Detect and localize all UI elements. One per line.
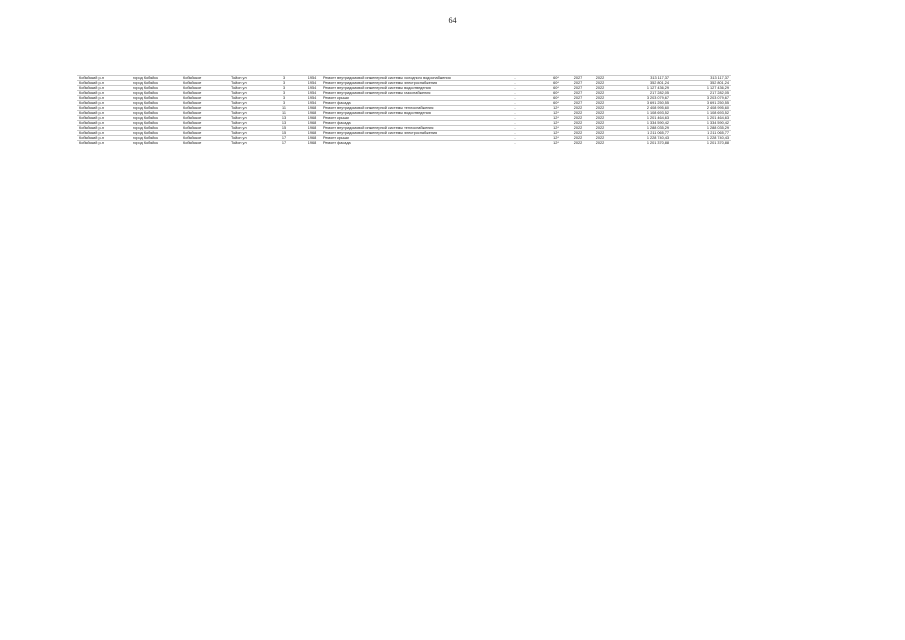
cell-street: Тойон ул — [229, 91, 277, 96]
cell-year_to: 2022 — [589, 131, 611, 136]
cell-year: 1954 — [303, 101, 321, 106]
cell-year: 1954 — [303, 96, 321, 101]
cell-total: 3 203 079,67 — [671, 96, 731, 101]
cell-total: 217 282,05 — [671, 91, 731, 96]
cell-dash: - — [485, 76, 545, 81]
cell-year: 1968 — [303, 131, 321, 136]
cell-dash: - — [485, 91, 545, 96]
cell-work: Ремонт внутридомовой инженерной системы электроснабжения — [321, 81, 485, 86]
cell-district: Кобяйский р-н — [77, 126, 131, 131]
cell-total: 1 201 464,63 — [671, 116, 731, 121]
cell-year_to: 2022 — [589, 141, 611, 146]
cell-street: Тойон ул — [229, 111, 277, 116]
cell-work: Ремонт внутридомовой инженерной системы электроснабжения — [321, 131, 485, 136]
cell-settlement: город Кобяйск — [131, 121, 181, 126]
cell-district: Кобяйский р-н — [77, 81, 131, 86]
cell-municipality: Кобяйское — [181, 121, 229, 126]
cell-work: Ремонт внутридомовой инженерной системы теплоснабжения — [321, 106, 485, 111]
cell-street: Тойон ул — [229, 96, 277, 101]
cell-district: Кобяйский р-н — [77, 131, 131, 136]
cell-municipality: Кобяйское — [181, 141, 229, 146]
cell-year_to: 2022 — [589, 111, 611, 116]
cell-year: 1954 — [303, 81, 321, 86]
cell-street: Тойон ул — [229, 136, 277, 141]
cell-house: 3 — [277, 96, 291, 101]
cell-year: 1968 — [303, 121, 321, 126]
cell-deadline: 12* — [545, 131, 567, 136]
cell-district: Кобяйский р-н — [77, 141, 131, 146]
cell-cost: 217 282,05 — [611, 91, 671, 96]
cell-district: Кобяйский р-н — [77, 86, 131, 91]
cell-street: Тойон ул — [229, 126, 277, 131]
cell-district: Кобяйский р-н — [77, 91, 131, 96]
cell-house: 17 — [277, 141, 291, 146]
cell-municipality: Кобяйское — [181, 101, 229, 106]
cell-year: 1968 — [303, 116, 321, 121]
cell-municipality: Кобяйское — [181, 106, 229, 111]
cell-dash: - — [485, 111, 545, 116]
cell-year_from: 2027 — [567, 91, 589, 96]
cell-settlement: город Кобяйск — [131, 101, 181, 106]
cell-district: Кобяйский р-н — [77, 106, 131, 111]
cell-year_from: 2027 — [567, 76, 589, 81]
cell-district: Кобяйский р-н — [77, 121, 131, 126]
cell-settlement: город Кобяйск — [131, 126, 181, 131]
cell-work: Ремонт внутридомовой инженерной системы газоснабжения — [321, 91, 485, 96]
cell-cost: 1 211 065,77 — [611, 131, 671, 136]
cell-dash: - — [485, 141, 545, 146]
cell-settlement: город Кобяйск — [131, 76, 181, 81]
cell-settlement: город Кобяйск — [131, 141, 181, 146]
cell-year: 1968 — [303, 141, 321, 146]
cell-street: Тойон ул — [229, 76, 277, 81]
cell-total: 1 211 065,77 — [671, 131, 731, 136]
cell-dash: - — [485, 96, 545, 101]
cell-year_from: 2022 — [567, 131, 589, 136]
cell-dash: - — [485, 131, 545, 136]
cell-municipality: Кобяйское — [181, 111, 229, 116]
cell-municipality: Кобяйское — [181, 131, 229, 136]
cell-dash: - — [485, 136, 545, 141]
cell-settlement: город Кобяйск — [131, 91, 181, 96]
cell-deadline: 60* — [545, 76, 567, 81]
cell-work: Ремонт фасада — [321, 141, 485, 146]
cell-work: Ремонт внутридомовой инженерной системы водоотведения — [321, 111, 485, 116]
cell-work: Ремонт крыши — [321, 116, 485, 121]
cell-cost: 3 203 079,67 — [611, 96, 671, 101]
cell-house: 11 — [277, 106, 291, 111]
cell-street: Тойон ул — [229, 121, 277, 126]
cell-deadline: 60* — [545, 96, 567, 101]
cell-deadline: 12* — [545, 116, 567, 121]
cell-municipality: Кобяйское — [181, 76, 229, 81]
cell-work: Ремонт внутридомовой инженерной системы теплоснабжения — [321, 126, 485, 131]
cell-total: 3 691 250,55 — [671, 101, 731, 106]
cell-year_to: 2022 — [589, 86, 611, 91]
cell-settlement: город Кобяйск — [131, 81, 181, 86]
cell-municipality: Кобяйское — [181, 86, 229, 91]
cell-total: 1 228 740,43 — [671, 136, 731, 141]
cell-work: Ремонт фасада — [321, 121, 485, 126]
cell-house: 3 — [277, 86, 291, 91]
cell-work: Ремонт крыши — [321, 96, 485, 101]
cell-year: 1968 — [303, 126, 321, 131]
cell-year_from: 2022 — [567, 111, 589, 116]
cell-municipality: Кобяйское — [181, 116, 229, 121]
cell-street: Тойон ул — [229, 141, 277, 146]
cell-cost: 1 201 370,88 — [611, 141, 671, 146]
cell-work: Ремонт крыши — [321, 136, 485, 141]
cell-year_from: 2027 — [567, 96, 589, 101]
cell-settlement: город Кобяйск — [131, 106, 181, 111]
cell-year_to: 2022 — [589, 106, 611, 111]
cell-year_from: 2022 — [567, 106, 589, 111]
cell-total: 1 288 035,29 — [671, 126, 731, 131]
cell-total: 1 334 590,42 — [671, 121, 731, 126]
cell-house: 3 — [277, 76, 291, 81]
cell-dash: - — [485, 126, 545, 131]
cell-district: Кобяйский р-н — [77, 101, 131, 106]
cell-municipality: Кобяйское — [181, 81, 229, 86]
cell-total: 1 201 370,88 — [671, 141, 731, 146]
cell-settlement: город Кобяйск — [131, 116, 181, 121]
cell-cost: 313 117,37 — [611, 76, 671, 81]
cell-deadline: 12* — [545, 106, 567, 111]
cell-dash: - — [485, 106, 545, 111]
cell-municipality: Кобяйское — [181, 136, 229, 141]
cell-settlement: город Кобяйск — [131, 111, 181, 116]
cell-municipality: Кобяйское — [181, 96, 229, 101]
register-table — [77, 75, 731, 145]
cell-house: 11 — [277, 111, 291, 116]
cell-year_to: 2022 — [589, 96, 611, 101]
cell-total: 1 127 436,29 — [671, 86, 731, 91]
cell-year: 1954 — [303, 91, 321, 96]
cell-deadline: 12* — [545, 136, 567, 141]
cell-settlement: город Кобяйск — [131, 136, 181, 141]
cell-year_from: 2022 — [567, 121, 589, 126]
cell-district: Кобяйский р-н — [77, 76, 131, 81]
cell-municipality: Кобяйское — [181, 91, 229, 96]
cell-year_from: 2027 — [567, 81, 589, 86]
cell-district: Кобяйский р-н — [77, 111, 131, 116]
cell-house: 13 — [277, 121, 291, 126]
cell-year_to: 2022 — [589, 126, 611, 131]
cell-deadline: 12* — [545, 141, 567, 146]
cell-year: 1968 — [303, 136, 321, 141]
cell-dash: - — [485, 101, 545, 106]
cell-work: Ремонт внутридомовой инженерной системы холодного водоснабжения — [321, 76, 485, 81]
cell-deadline: 12* — [545, 126, 567, 131]
cell-year_to: 2022 — [589, 76, 611, 81]
cell-street: Тойон ул — [229, 101, 277, 106]
cell-street: Тойон ул — [229, 106, 277, 111]
cell-deadline: 60* — [545, 81, 567, 86]
cell-year_from: 2022 — [567, 126, 589, 131]
cell-year: 1968 — [303, 111, 321, 116]
cell-house: 15 — [277, 126, 291, 131]
cell-cost: 1 288 035,29 — [611, 126, 671, 131]
cell-dash: - — [485, 121, 545, 126]
cell-year_from: 2027 — [567, 101, 589, 106]
cell-district: Кобяйский р-н — [77, 116, 131, 121]
cell-deadline: 60* — [545, 101, 567, 106]
cell-cost: 1 108 693,52 — [611, 111, 671, 116]
cell-cost: 1 201 464,63 — [611, 116, 671, 121]
cell-year_to: 2022 — [589, 91, 611, 96]
cell-cost: 1 228 740,43 — [611, 136, 671, 141]
cell-year_to: 2022 — [589, 81, 611, 86]
cell-house: 17 — [277, 136, 291, 141]
cell-year: 1954 — [303, 76, 321, 81]
cell-total: 1 108 693,52 — [671, 111, 731, 116]
cell-municipality: Кобяйское — [181, 126, 229, 131]
cell-work: Ремонт фасада — [321, 101, 485, 106]
cell-deadline: 60* — [545, 91, 567, 96]
cell-cost: 1 334 590,42 — [611, 121, 671, 126]
cell-building — [291, 141, 303, 146]
cell-settlement: город Кобяйск — [131, 131, 181, 136]
cell-work: Ремонт внутридомовой инженерной системы водоотведения — [321, 86, 485, 91]
cell-cost: 2 408 995,60 — [611, 106, 671, 111]
cell-deadline: 60* — [545, 86, 567, 91]
cell-total: 2 408 995,60 — [671, 106, 731, 111]
cell-dash: - — [485, 86, 545, 91]
table-row — [77, 141, 731, 146]
cell-street: Тойон ул — [229, 116, 277, 121]
cell-street: Тойон ул — [229, 131, 277, 136]
cell-house: 15 — [277, 131, 291, 136]
cell-total: 352 801,24 — [671, 81, 731, 86]
cell-deadline: 12* — [545, 121, 567, 126]
cell-year_from: 2022 — [567, 136, 589, 141]
cell-year: 1954 — [303, 86, 321, 91]
cell-total: 313 117,37 — [671, 76, 731, 81]
page-number: 64 — [448, 16, 457, 25]
cell-year_to: 2022 — [589, 121, 611, 126]
cell-house: 3 — [277, 81, 291, 86]
cell-district: Кобяйский р-н — [77, 96, 131, 101]
cell-house: 3 — [277, 91, 291, 96]
cell-house: 13 — [277, 116, 291, 121]
cell-dash: - — [485, 116, 545, 121]
cell-district: Кобяйский р-н — [77, 136, 131, 141]
cell-settlement: город Кобяйск — [131, 96, 181, 101]
cell-cost: 1 127 436,29 — [611, 86, 671, 91]
cell-dash: - — [485, 81, 545, 86]
cell-settlement: город Кобяйск — [131, 86, 181, 91]
cell-year_to: 2022 — [589, 101, 611, 106]
cell-cost: 3 691 250,55 — [611, 101, 671, 106]
cell-house: 3 — [277, 101, 291, 106]
cell-deadline: 12* — [545, 111, 567, 116]
cell-street: Тойон ул — [229, 86, 277, 91]
cell-year_to: 2022 — [589, 136, 611, 141]
cell-year: 1968 — [303, 106, 321, 111]
cell-year_to: 2022 — [589, 116, 611, 121]
cell-cost: 352 801,24 — [611, 81, 671, 86]
cell-year_from: 2022 — [567, 116, 589, 121]
cell-year_from: 2022 — [567, 141, 589, 146]
cell-year_from: 2027 — [567, 86, 589, 91]
cell-street: Тойон ул — [229, 81, 277, 86]
